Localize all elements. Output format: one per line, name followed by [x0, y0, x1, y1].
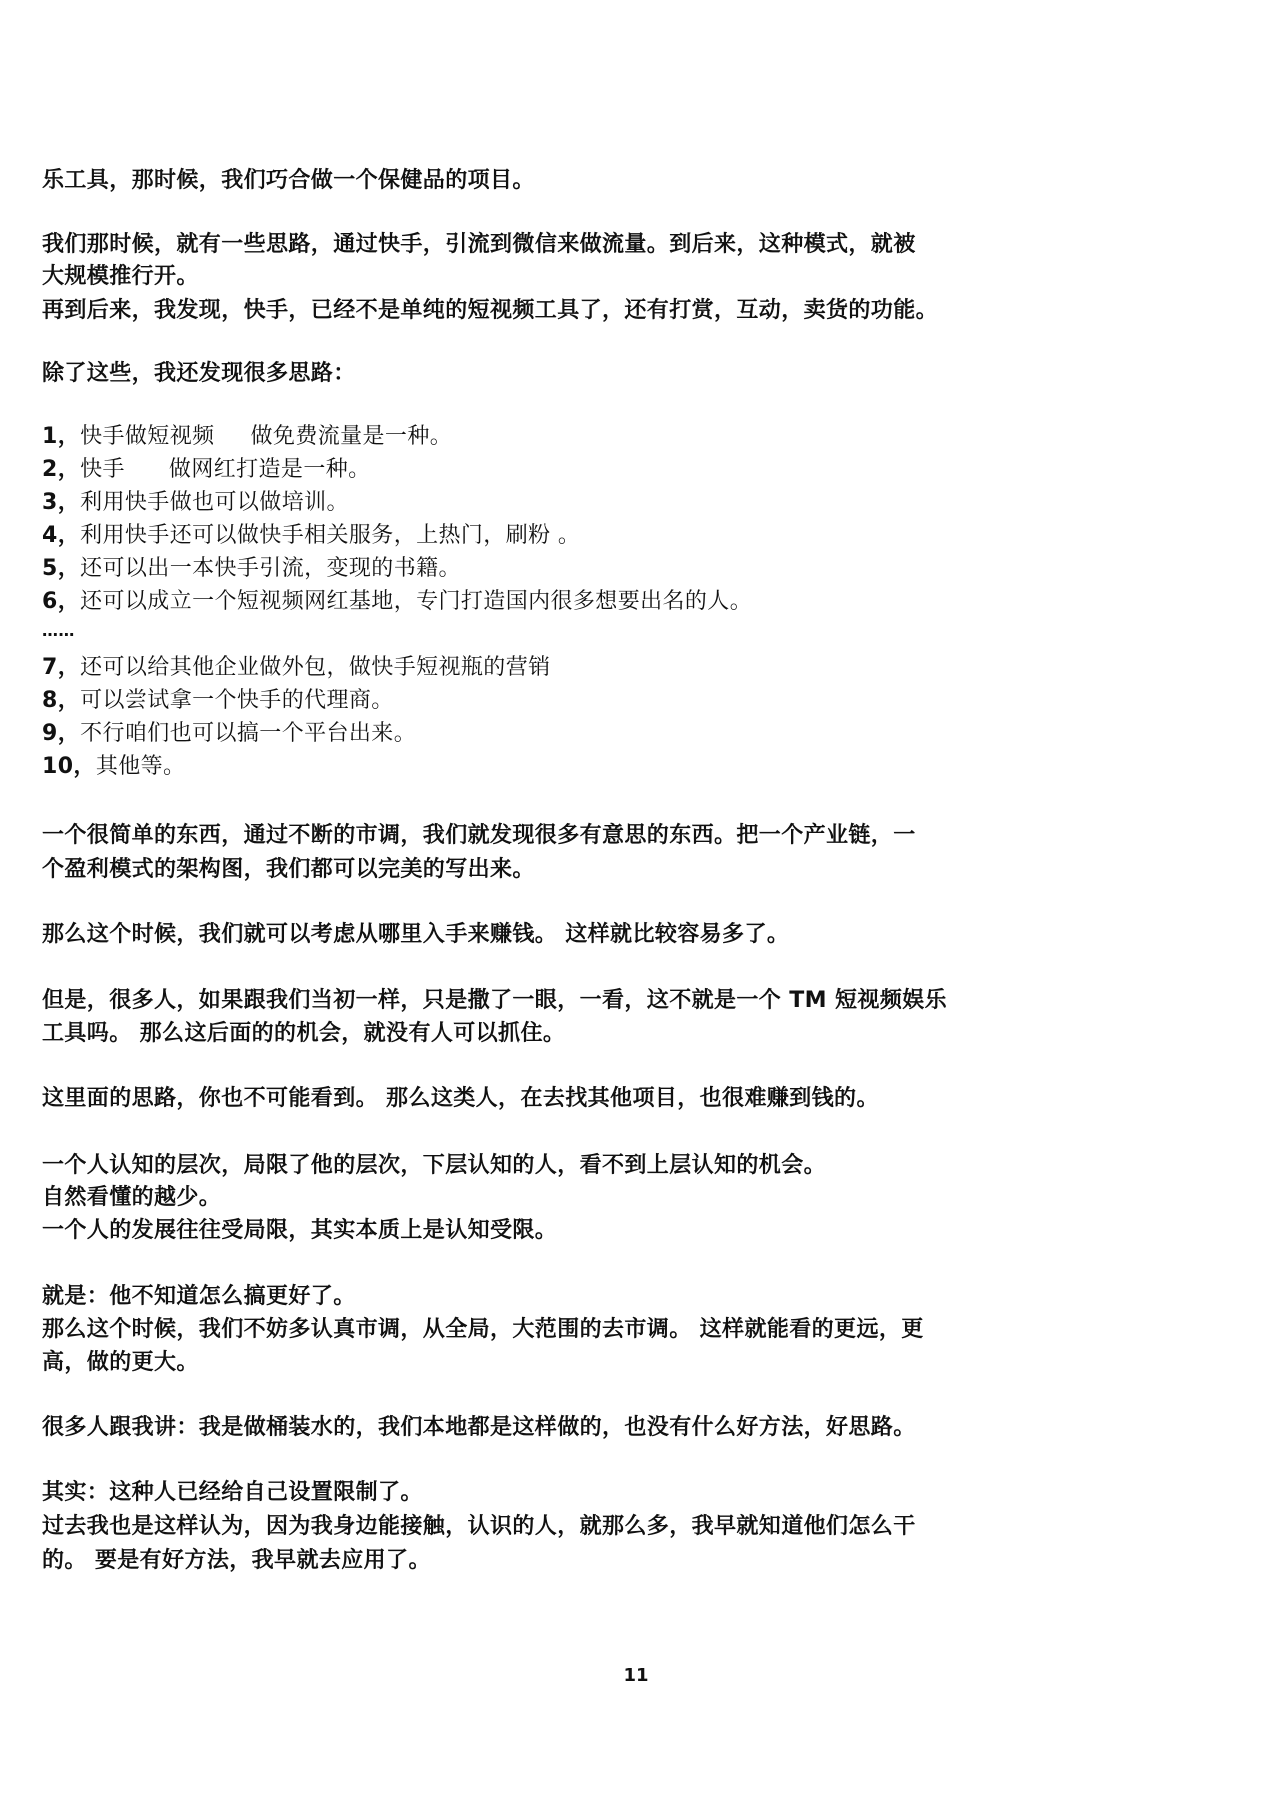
list-text: 做免费流量是一种。	[250, 424, 453, 449]
list-text: 还可以出一本快手引流，变现的书籍。	[80, 556, 461, 581]
paragraph-line: 工具吗。 那么这后面的的机会，就没有人可以抓住。	[42, 1021, 566, 1046]
list-text: 不行咱们也可以搞一个平台出来。	[80, 721, 417, 746]
paragraph-line: 除了这些，我还发现很多思路：	[42, 361, 356, 386]
list-item	[42, 488, 349, 518]
list-text: 做网红打造是一种。	[168, 457, 371, 482]
list-item	[42, 653, 551, 683]
paragraph-line: 一个人的发展往往受局限，其实本质上是认知受限。	[42, 1218, 558, 1243]
list-number: 6，	[42, 589, 81, 614]
paragraph-line: 的。 要是有好方法，我早就去应用了。	[42, 1548, 431, 1573]
list-number: 5，	[42, 556, 81, 581]
list-item	[42, 422, 452, 452]
list-item	[42, 719, 416, 749]
paragraph-line: 大规模推行开。	[42, 264, 199, 289]
list-number: 2，	[42, 457, 81, 482]
list-number: 8，	[42, 688, 81, 713]
paragraph-line: 一个很简单的东西，通过不断的市调，我们就发现很多有意思的东西。把一个产业链，一	[42, 823, 916, 848]
list-number: 10，	[42, 754, 96, 779]
paragraph-line: 那么这个时候，我们不妨多认真市调，从全局，大范围的去市调。 这样就能看的更远，更	[42, 1317, 924, 1342]
paragraph-line: 但是，很多人，如果跟我们当初一样，只是撒了一眼，一看，这不就是一个 TM 短视频娱乐	[42, 988, 948, 1013]
paragraph-line: 一个人认知的层次，局限了他的层次，下层认知的人，看不到上层认知的机会。	[42, 1153, 827, 1178]
list-text: 快手做短视频	[80, 424, 215, 449]
page-number: 11	[623, 1665, 649, 1686]
paragraph-line: 过去我也是这样认为，因为我身边能接触，认识的人，就那么多，我早就知道他们怎么干	[42, 1514, 916, 1539]
list-item	[42, 554, 461, 584]
paragraph-line: 自然看懂的越少。	[42, 1185, 222, 1210]
paragraph-line: 我们那时候，就有一些思路，通过快手，引流到微信来做流量。到后来，这种模式，就被	[42, 232, 916, 257]
paragraph-line: 再到后来，我发现，快手，已经不是单纯的短视频工具了，还有打赏，互动，卖货的功能。	[42, 298, 939, 323]
ellipsis: ……	[42, 621, 75, 640]
list-text: 还可以成立一个短视频网红基地，专门打造国内很多想要出名的人。	[80, 589, 753, 614]
list-item	[42, 455, 371, 485]
list-text: 利用快手还可以做快手相关服务，上热门，刷粉 。	[80, 523, 581, 548]
list-item	[42, 521, 580, 551]
paragraph-line: 这里面的思路，你也不可能看到。 那么这类人，在去找其他项目，也很难赚到钱的。	[42, 1086, 879, 1111]
list-item	[42, 686, 394, 716]
list-text: 可以尝试拿一个快手的代理商。	[80, 688, 394, 713]
list-number: 4，	[42, 523, 81, 548]
paragraph-line: 就是：他不知道怎么搞更好了。	[42, 1284, 356, 1309]
list-text: 还可以给其他企业做外包，做快手短视瓶的营销	[80, 655, 551, 680]
list-text: 利用快手做也可以做培训。	[80, 490, 349, 515]
list-text: 快手	[80, 457, 125, 482]
paragraph-line: 其实：这种人已经给自己设置限制了。	[42, 1480, 423, 1505]
list-number: 7，	[42, 655, 81, 680]
list-text: 其他等。	[95, 754, 186, 779]
list-item	[42, 752, 185, 782]
paragraph-line: 乐工具，那时候，我们巧合做一个保健品的项目。	[42, 168, 535, 193]
paragraph-line: 高，做的更大。	[42, 1350, 199, 1375]
paragraph-line: 个盈利模式的架构图，我们都可以完美的写出来。	[42, 857, 535, 882]
paragraph-line: 那么这个时候，我们就可以考虑从哪里入手来赚钱。 这样就比较容易多了。	[42, 922, 790, 947]
list-item	[42, 587, 752, 617]
paragraph-line: 很多人跟我讲：我是做桶装水的，我们本地都是这样做的，也没有什么好方法，好思路。	[42, 1415, 916, 1440]
list-number: 1，	[42, 424, 81, 449]
list-number: 9，	[42, 721, 81, 746]
list-number: 3，	[42, 490, 81, 515]
